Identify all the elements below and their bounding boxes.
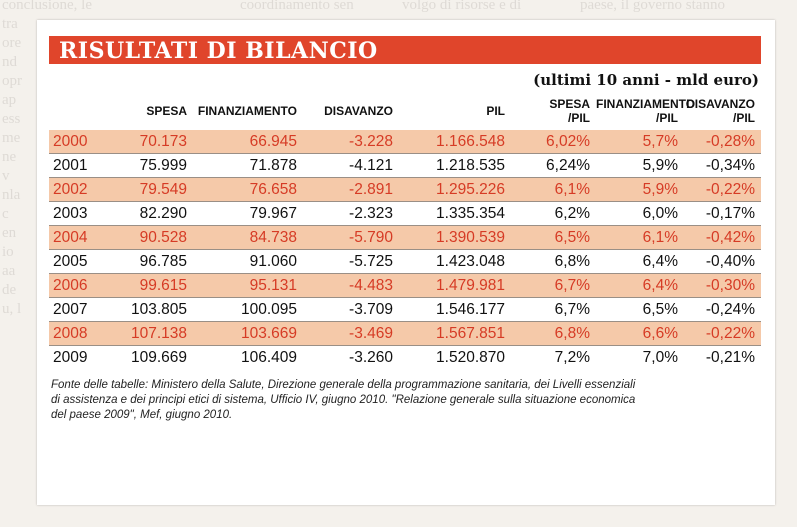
cell-year: 2005 <box>49 250 107 274</box>
background-column-2: coordinamento sen <box>240 0 354 13</box>
cell-spesa: 75.999 <box>107 154 193 178</box>
header-pil: PIL <box>486 104 505 118</box>
cell-finanziamento: 91.060 <box>193 250 303 274</box>
header-disavanzo: DISAVANZO <box>324 104 393 118</box>
cell-disavanzo: -3.228 <box>303 130 399 154</box>
cell-spesa-pil: 6,1% <box>511 178 596 202</box>
cell-finanziamento-pil: 6,0% <box>596 202 684 226</box>
cell-year: 2000 <box>49 130 107 154</box>
cell-finanziamento-pil: 6,5% <box>596 298 684 322</box>
background-column-3: volgo di risorse e di <box>402 0 522 13</box>
table-row <box>49 346 761 370</box>
cell-finanziamento: 95.131 <box>193 274 303 298</box>
cell-finanziamento-pil: 5,9% <box>596 154 684 178</box>
cell-disavanzo-pil: -0,40% <box>684 250 761 274</box>
cell-disavanzo-pil: -0,34% <box>684 154 761 178</box>
cell-finanziamento-pil: 6,4% <box>596 250 684 274</box>
table-row <box>49 250 761 274</box>
cell-pil: 1.520.870 <box>436 348 505 366</box>
cell-year: 2002 <box>49 178 107 202</box>
table-row <box>49 178 761 202</box>
cell-spesa: 109.669 <box>130 348 187 366</box>
table-row <box>49 298 761 322</box>
cell-year: 2007 <box>49 298 107 322</box>
header-year <box>49 92 107 130</box>
cell-disavanzo: -4.121 <box>303 154 399 178</box>
cell-finanziamento-pil: 5,7% <box>596 130 684 154</box>
table-row <box>49 130 761 154</box>
budget-table <box>49 92 761 369</box>
cell-disavanzo-pil: -0,22% <box>684 322 761 346</box>
header-finanziamento: FINANZIAMENTO <box>197 104 297 118</box>
table-row <box>49 274 761 298</box>
cell-pil: 1.423.048 <box>399 250 511 274</box>
cell-spesa-pil: 6,7% <box>511 274 596 298</box>
source-line: Fonte delle tabelle: Ministero della Salute, Direzione generale della programmazione sanitaria, dei Livelli essenziali <box>51 379 636 391</box>
cell-finanziamento: 84.738 <box>193 226 303 250</box>
cell-disavanzo-pil: -0,28% <box>684 130 761 154</box>
cell-spesa-pil: 6,02% <box>511 130 596 154</box>
table-body <box>49 130 761 369</box>
table-row <box>49 226 761 250</box>
cell-spesa: 79.549 <box>107 178 193 202</box>
background-column-4: paese, il governo stanno <box>580 0 725 13</box>
header-spesa-pil: SPESA /PIL <box>549 97 590 125</box>
cell-finanziamento: 103.669 <box>193 322 303 346</box>
cell-spesa: 107.138 <box>107 322 193 346</box>
cell-disavanzo: -3.709 <box>303 298 399 322</box>
source-line: di assistenza e dei principi etici di sistema, Ufficio IV, giugno 2010. "Relazione generale sulla situazione economica <box>51 394 636 406</box>
cell-spesa-pil: 6,5% <box>511 226 596 250</box>
cell-spesa-pil: 6,2% <box>511 202 596 226</box>
table-row <box>49 322 761 346</box>
cell-finanziamento: 100.095 <box>193 298 303 322</box>
cell-pil: 1.218.535 <box>399 154 511 178</box>
source-note <box>51 378 691 423</box>
cell-spesa-pil: 6,8% <box>511 250 596 274</box>
header-finanziamento-pil: FINANZIAMENTO /PIL <box>596 97 696 125</box>
cell-spesa-pil: 6,24% <box>511 154 596 178</box>
cell-spesa-pil: 6,8% <box>511 322 596 346</box>
table-row <box>49 202 761 226</box>
cell-finanziamento-pil: 5,9% <box>596 178 684 202</box>
title-bar <box>49 36 761 64</box>
cell-finanziamento-pil: 6,1% <box>596 226 684 250</box>
cell-disavanzo: -5.790 <box>303 226 399 250</box>
cell-pil: 1.166.548 <box>399 130 511 154</box>
cell-pil: 1.567.851 <box>399 322 511 346</box>
cell-disavanzo: -3.469 <box>303 322 399 346</box>
cell-year: 2004 <box>49 226 107 250</box>
cell-spesa: 96.785 <box>107 250 193 274</box>
cell-disavanzo-pil: -0,22% <box>684 178 761 202</box>
cell-pil: 1.295.226 <box>399 178 511 202</box>
cell-spesa: 70.173 <box>107 130 193 154</box>
table-title: RISULTATI DI BILANCIO <box>59 38 378 64</box>
cell-disavanzo: -2.891 <box>303 178 399 202</box>
cell-year: 2009 <box>53 348 88 366</box>
cell-year: 2008 <box>49 322 107 346</box>
cell-pil: 1.479.981 <box>399 274 511 298</box>
cell-disavanzo: -3.260 <box>349 348 393 366</box>
cell-spesa-pil: 7,2% <box>554 348 590 366</box>
cell-finanziamento-pil: 6,6% <box>596 322 684 346</box>
cell-pil: 1.335.354 <box>399 202 511 226</box>
cell-finanziamento: 76.658 <box>193 178 303 202</box>
cell-disavanzo-pil: -0,17% <box>684 202 761 226</box>
cell-year: 2006 <box>49 274 107 298</box>
cell-disavanzo-pil: -0,42% <box>684 226 761 250</box>
cell-finanziamento-pil: 7,0% <box>642 348 678 366</box>
cell-spesa-pil: 6,7% <box>511 298 596 322</box>
cell-spesa: 103.805 <box>107 298 193 322</box>
cell-disavanzo: -2.323 <box>303 202 399 226</box>
table-row <box>49 154 761 178</box>
table-clipping <box>37 20 775 505</box>
cell-finanziamento-pil: 6,4% <box>596 274 684 298</box>
source-line: del paese 2009", Mef, giugno 2010. <box>51 409 233 421</box>
cell-spesa: 99.615 <box>107 274 193 298</box>
header-disavanzo-pil: DISAVANZO /PIL <box>686 97 755 125</box>
cell-finanziamento: 79.967 <box>193 202 303 226</box>
cell-pil: 1.390.539 <box>399 226 511 250</box>
cell-finanziamento: 106.409 <box>240 348 297 366</box>
cell-disavanzo: -4.483 <box>303 274 399 298</box>
cell-spesa: 82.290 <box>107 202 193 226</box>
cell-spesa: 90.528 <box>107 226 193 250</box>
cell-finanziamento: 66.945 <box>193 130 303 154</box>
cell-year: 2003 <box>49 202 107 226</box>
background-column-1: conclusione, le tra ore nd opr ap ess me ne v nla c en io aa de u, l <box>2 0 92 317</box>
cell-disavanzo-pil: -0,30% <box>684 274 761 298</box>
table-subtitle: (ultimi 10 anni - mld euro) <box>533 71 759 89</box>
cell-finanziamento: 71.878 <box>193 154 303 178</box>
cell-disavanzo-pil: -0,21% <box>705 348 755 366</box>
header-spesa: SPESA <box>146 104 187 118</box>
cell-pil: 1.546.177 <box>399 298 511 322</box>
header-row <box>49 92 761 130</box>
cell-year: 2001 <box>49 154 107 178</box>
cell-disavanzo-pil: -0,24% <box>684 298 761 322</box>
cell-disavanzo: -5.725 <box>303 250 399 274</box>
